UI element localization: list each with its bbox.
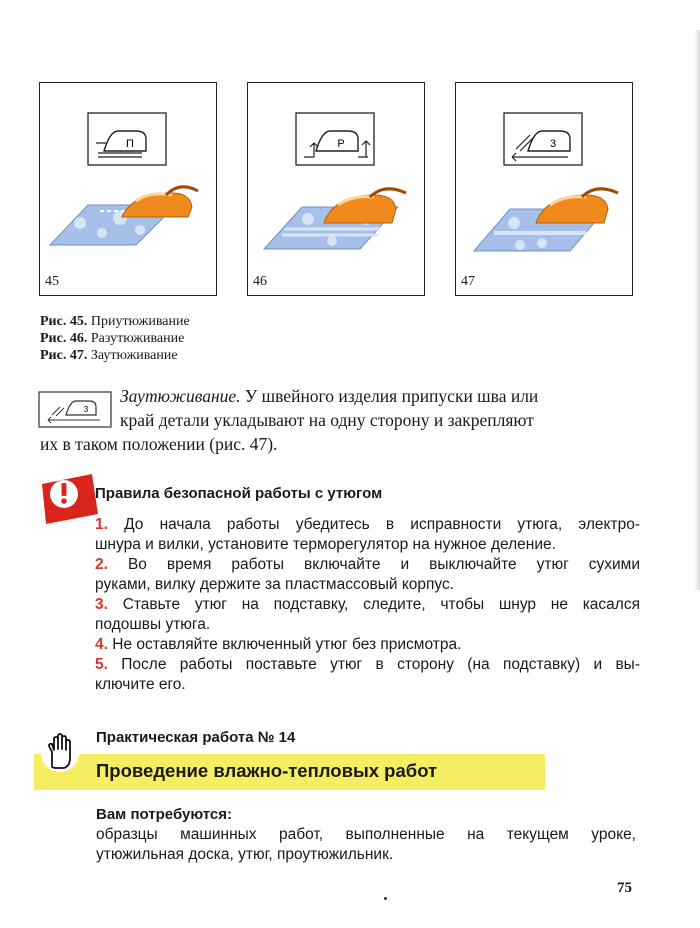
zautyuzhivanie-last-line: их в таком положении (рис. 47). [40,434,278,454]
pressing-open-illustration [248,83,424,295]
rule-3-line-2: подошвы утюга. [95,616,211,633]
rule-2-line-1: 2. Во время работы включайте и выключайте утюг сухими [95,556,640,573]
ironing-symbol-letter: 3 [549,138,557,150]
rule-4-line-1: 4. Не оставляйте включенный утюг без присмотра. [95,636,462,653]
hand-icon [40,730,80,776]
caption-46: Рис. 46. Разутюживание [40,331,185,346]
ironing-symbol-letter: П [126,138,134,150]
svg-text:3: 3 [83,405,89,414]
figure-number: 46 [253,274,267,289]
zautyuzhivanie-paragraph: Заутюживание. У швейного изделия припуски шва или край детали укладывают на одну сторону и закрепляют [120,386,539,430]
figure-number: 45 [45,274,59,289]
print-speck [384,897,387,900]
rule-1-line-2: шнура и вилки, установите терморегулятор на нужное деление. [95,536,556,553]
rule-5-line-2: ключите его. [95,676,186,693]
requirements-text: образцы машинных работ, выполненные на текущем уроке, утюжильная доска, утюг, проутюжильник. [96,826,636,863]
ironing-symbol-letter: Р [337,138,345,150]
rule-3-line-1: 3. Ставьте утюг на подставку, следите, чтобы шнур не касался [95,596,640,613]
page-number: 75 [617,880,632,896]
pressing-illustration [40,83,216,295]
rule-5-line-1: 5. После работы поставьте утюг в сторону (на подставку) и вы- [95,656,640,673]
figure-number: 47 [461,274,475,289]
warning-icon [36,470,100,526]
practical-work-title: Проведение влажно-тепловых работ [96,760,438,781]
rule-1-line-1: 1. До начала работы убедитесь в исправности утюга, электро- [95,516,640,533]
safety-rules-list [95,515,640,695]
rule-2-line-2: руками, вилку держите за пластмассовый корпус. [95,576,455,593]
page-edge-shadow [694,30,700,590]
figure-45 [39,82,217,296]
ironing-aside-icon [38,391,112,428]
figure-captions [40,313,190,364]
requirements-label: Вам потребуются: [96,806,233,823]
figure-47 [455,82,633,296]
practical-work-label: Практическая работа № 14 [96,729,296,746]
safety-rules-title: Правила безопасной работы с утюгом [95,485,383,502]
figure-46 [247,82,425,296]
term: Заутюживание. [120,386,241,406]
pressing-aside-illustration [456,83,632,295]
caption-45: Рис. 45. Приутюживание [40,314,190,329]
caption-47: Рис. 47. Заутюживание [40,348,178,363]
